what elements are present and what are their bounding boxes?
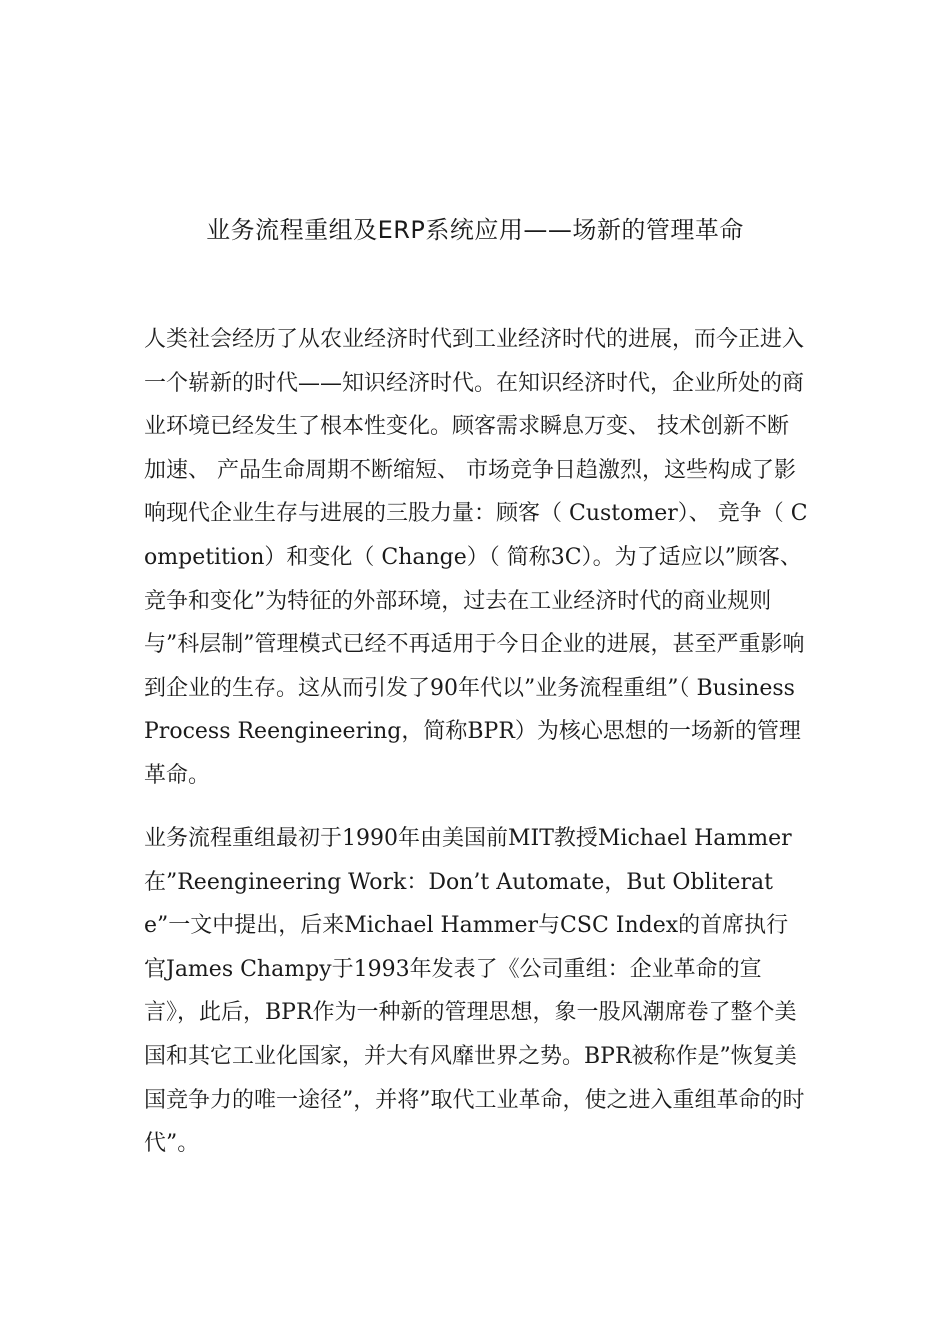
paragraph-1: 人类社会经历了从农业经济时代到工业经济时代的进展，而今正进入一个崭新的时代——知识经济时代。在知识经济时代，企业所处的商业环境已经发生了根本性变化。顾客需求瞬息万变、 技术创新不断加速、 产品生命周期不断缩短、 市场竞争日趋激烈，这些构成了影响现代企业生存与进展的三股力量：顾客（ Customer）、 竞争（ Competition）和变化（ Change）（ 简称3C）。为了适应以”顾客、 竞争和变化”为特征的外部环境，过去在工业经济时代的商业规则与”科层制”管理模式已经不再适用于今日企业的进展，甚至严重影响到企业的生存。这从而引发了90年代以”业务流程重组”（ Business Process Reengineering，简称BPR）为核心思想的一场新的管理革命。 [144, 327, 808, 788]
document-title: 业务流程重组及ERP系统应用——场新的管理革命 [206, 216, 744, 244]
paragraph-2: 业务流程重组最初于1990年由美国前MIT教授Michael Hammer在”Reengineering Work：Don’t Automate，But Obliterate”一文中提出，后来Michael Hammer与CSC Index的首席执行官James Champy于1993年发表了《公司重组：企业革命的宣言》，此后，BPR作为一种新的管理思想，象一股风潮席卷了整个美国和其它工业化国家，并大有风靡世界之势。BPR被称作是”恢复美国竞争力的唯一途径”，并将”取代工业革命，使之进入重组革命的时代”。 [144, 826, 805, 1157]
